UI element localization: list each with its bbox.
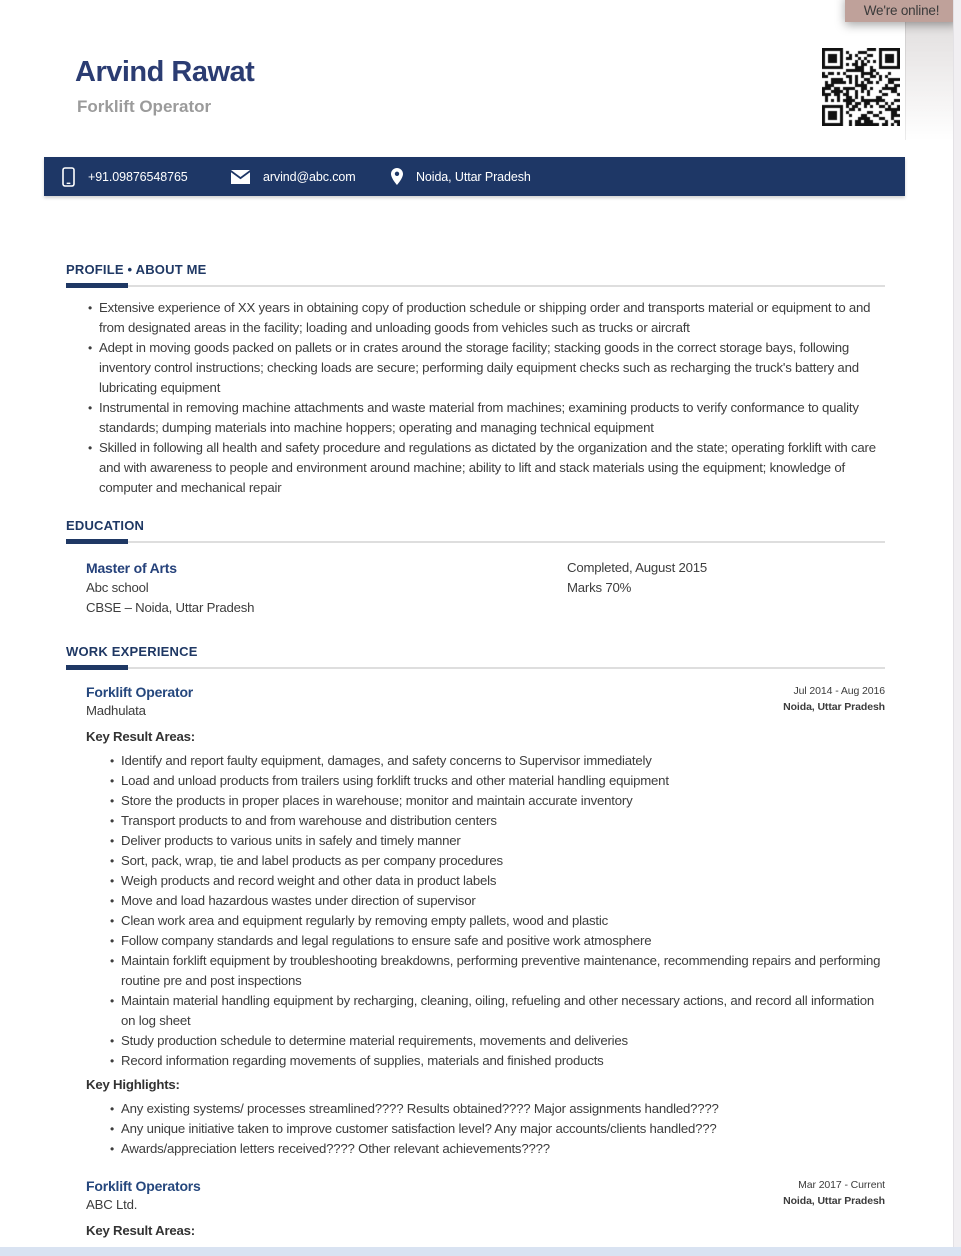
job-entry [66, 1177, 885, 1256]
chat-widget[interactable] [845, 0, 958, 22]
bullet-dot: • [110, 834, 115, 848]
email-item [231, 170, 367, 184]
list-item: • Identify and report faulty equipment, damages, and safety concerns to Supervisor immediately [110, 751, 885, 771]
job-location: Noida, Uttar Pradesh [783, 1195, 885, 1207]
bullet-dot: • [110, 914, 115, 928]
list-item: • Load and unload products from trailers using forklift trucks and other material handling equipment [110, 771, 885, 791]
profile-bullet-list [66, 298, 885, 498]
bullet-dot: • [110, 894, 115, 908]
bullet-dot: • [110, 954, 115, 968]
bullet-dot: • [110, 774, 115, 788]
section-rule [66, 667, 885, 669]
location-item [391, 168, 531, 185]
list-item: • Transport products to and from warehouse and distribution centers [110, 811, 885, 831]
degree-name: Master of Arts [86, 560, 177, 576]
bullet-dot: • [110, 1122, 115, 1136]
profile-section [66, 262, 885, 498]
company-name: ABC Ltd. [86, 1197, 138, 1212]
list-item: • Study production schedule to determine material requirements, movements and deliveries [110, 1031, 885, 1051]
vertical-scrollbar[interactable] [953, 0, 961, 1256]
list-item: • Instrumental in removing machine attachments and waste material from machines; examining products to verify conformance to quality standards; dumping materials into machine hoppers; operating and managing technical equipment [88, 398, 885, 438]
list-item: • Adept in moving goods packed on pallets or in crates around the storage facility; stacking goods in the correct storage bays, following inventory control instructions; checking loads are secure; performing daily equipment checks such as recharging the truck's battery and lubricating equipment [88, 338, 885, 398]
bullet-dot: • [88, 441, 93, 455]
list-item: • Record information regarding movements of supplies, materials and finished products [110, 1051, 885, 1071]
email-address: arvind@abc.com [263, 169, 356, 184]
job-entry [66, 683, 885, 1159]
education-entry [66, 558, 885, 618]
mail-icon [231, 170, 250, 184]
list-item: • Maintain material handling equipment by recharging, cleaning, oiling, refueling and other necessary actions, and record all information on log sheet [110, 991, 885, 1031]
phone-icon [62, 167, 75, 187]
completion-date: Completed, August 2015 [567, 560, 708, 575]
work-experience-section [66, 644, 885, 1256]
education-section [66, 518, 885, 618]
resume-content [66, 262, 885, 1256]
horizontal-scrollbar[interactable] [0, 1247, 961, 1256]
phone-number: +91.09876548765 [88, 169, 188, 184]
board-line: CBSE – Noida, Uttar Pradesh [86, 600, 255, 615]
bullet-dot: • [110, 854, 115, 868]
list-item: • Follow company standards and legal regulations to ensure safe and positive work atmosphere [110, 931, 885, 951]
candidate-name: Arvind Rawat [75, 56, 255, 88]
bullet-dot: • [88, 301, 93, 315]
list-item: • Any unique initiative taken to improve customer satisfaction level? Any major accounts/clients handled??? [110, 1119, 885, 1139]
section-heading-work: WORK EXPERIENCE [66, 644, 198, 659]
list-item: • Any existing systems/ processes streamlined???? Results obtained???? Major assignments handled???? [110, 1099, 885, 1119]
list-item: • Skilled in following all health and safety procedure and regulations as dictated by the organization and the state; operating forklift with care and with awareness to people and environment around machine; ability to lift and stack materials using the equipment; knowledge of computer and mechanical repair [88, 438, 885, 498]
list-item: • Store the products in proper places in warehouse; monitor and maintain accurate inventory [110, 791, 885, 811]
bullet-dot: • [110, 1054, 115, 1068]
bullet-dot: • [110, 1142, 115, 1156]
list-item: • Maintain forklift equipment by troubleshooting breakdowns, performing preventive maintenance, recommending repairs and performing routine pre and post inspections [110, 951, 885, 991]
bullet-dot: • [110, 1034, 115, 1048]
list-item: • Weigh products and record weight and other data in product labels [110, 871, 885, 891]
list-item: • Extensive experience of XX years in obtaining copy of production schedule or shipping order and transports material or equipment to and from designated areas in the facility; loading and unloading goods from vehicles such as trucks or aircraft [88, 298, 885, 338]
job-title: Forklift Operator [86, 684, 194, 700]
bullet-dot: • [88, 341, 93, 355]
section-heading-profile: PROFILE • ABOUT ME [66, 262, 207, 277]
chat-status-label: We're online! [863, 3, 940, 18]
job-title: Forklift Operators [86, 1178, 201, 1194]
bullet-dot: • [88, 401, 93, 415]
chat-widget-shadow [905, 22, 958, 140]
marks: Marks 70% [567, 580, 632, 595]
job-dates: Mar 2017 - Current [798, 1179, 885, 1191]
bullet-dot: • [110, 1102, 115, 1116]
location-pin-icon [391, 168, 403, 185]
key-result-areas-label: Key Result Areas: [86, 1223, 195, 1238]
qr-code [822, 48, 900, 126]
list-item: • Deliver products to various units in safely and timely manner [110, 831, 885, 851]
bullet-dot: • [110, 874, 115, 888]
job-location: Noida, Uttar Pradesh [783, 701, 885, 713]
bullet-dot: • [110, 754, 115, 768]
section-rule [66, 285, 885, 287]
school-name: Abc school [86, 580, 149, 595]
list-item: • Move and load hazardous wastes under direction of supervisor [110, 891, 885, 911]
candidate-title: Forklift Operator [77, 97, 212, 116]
key-highlights-label: Key Highlights: [86, 1077, 180, 1092]
key-result-areas-label: Key Result Areas: [86, 729, 195, 744]
bullet-dot: • [110, 994, 115, 1008]
section-rule [66, 541, 885, 543]
section-heading-education: EDUCATION [66, 518, 145, 533]
key-highlights-list [66, 1099, 885, 1159]
contact-bar [44, 157, 905, 196]
list-item: • Sort, pack, wrap, tie and label products as per company procedures [110, 851, 885, 871]
list-item: • Clean work area and equipment regularly by removing empty pallets, wood and plastic [110, 911, 885, 931]
phone-item [62, 167, 205, 187]
bullet-dot: • [110, 934, 115, 948]
job-dates: Jul 2014 - Aug 2016 [793, 685, 885, 697]
bullet-dot: • [110, 794, 115, 808]
location-text: Noida, Uttar Pradesh [416, 169, 531, 184]
key-result-areas-list [66, 751, 885, 1071]
list-item: • Awards/appreciation letters received???? Other relevant achievements???? [110, 1139, 885, 1159]
bullet-dot: • [110, 814, 115, 828]
company-name: Madhulata [86, 703, 146, 718]
